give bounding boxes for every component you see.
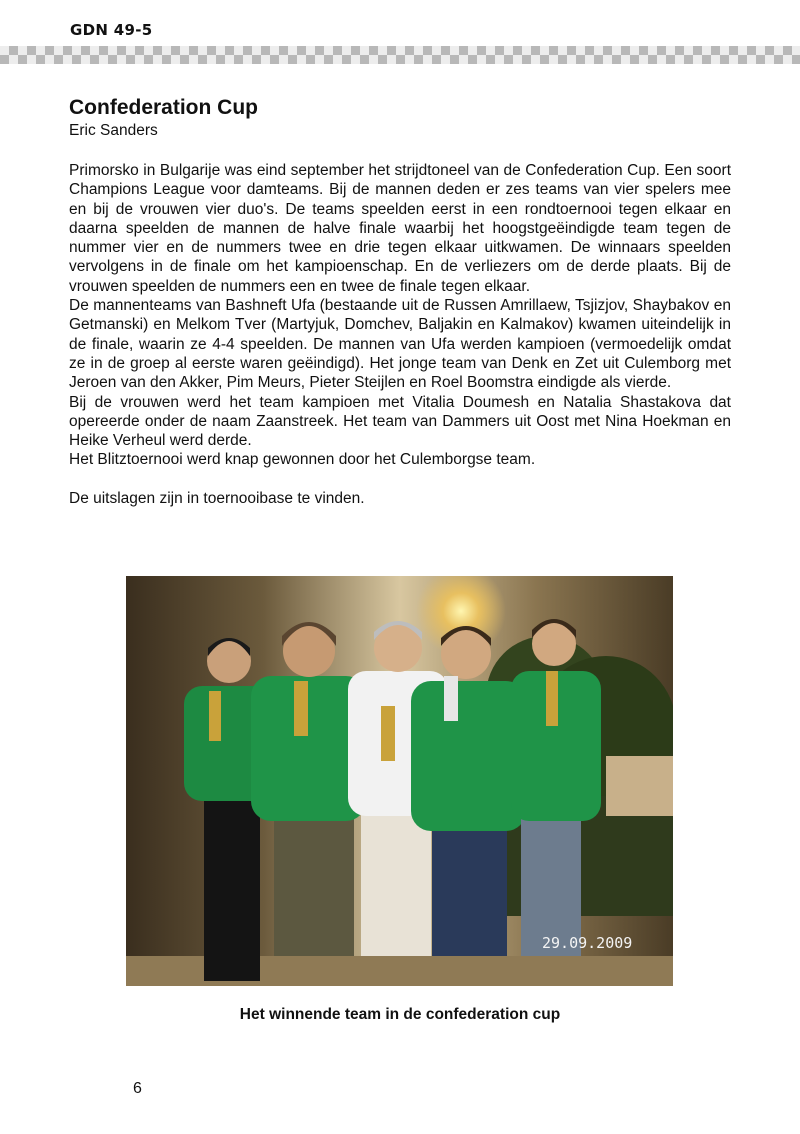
- photo-caption: Het winnende team in de confederation cup: [239, 1006, 561, 1023]
- checkered-banner: [0, 46, 800, 64]
- paragraph: De mannenteams van Bashneft Ufa (bestaande uit de Russen Amrillaew, Tsjizjov, Shaybakov en Getmanski) en Melkom Tver (Martyjuk, Domchev, Baljakin en Kalmakov) kwamen uiteindelijk in de finale, waarin ze 4-4 speelden. De mannen van Ufa werden kampioen (vermoedelijk omdat ze in de groep al eerste waren geëindigd). Het jonge team van Denk en Zet uit Culemborg met Jeroen van den Akker, Pim Meurs, Pieter Steijlen en Roel Boomstra eindigde als vierde.: [69, 297, 731, 392]
- team-photo: [126, 576, 673, 986]
- article: [69, 95, 731, 508]
- article-author: Eric Sanders: [69, 122, 158, 139]
- paragraph: Het Blitztoernooi werd knap gewonnen door het Culemborgse team.: [69, 451, 536, 469]
- paragraph: Bij de vrouwen werd het team kampioen met Vitalia Doumesh en Natalia Shastakova dat opereerde onder de naam Zaanstreek. Het team van Dammers uit Oost met Nina Hoekman en Heike Verheul werd derde.: [69, 393, 731, 450]
- photo-date-stamp: 29.09.2009: [542, 934, 633, 952]
- article-title: Confederation Cup: [69, 96, 258, 119]
- issue-label: GDN 49-5: [70, 21, 153, 39]
- page-number: 6: [133, 1080, 142, 1097]
- paragraph: Primorsko in Bulgarije was eind september het strijdtoneel van de Confederation Cup. Een soort Champions League voor damteams. Bij de mannen deden er zes teams van vier spelers mee en bij de vrouwen vier duo's. De teams speelden eerst in een rondtoernooi tegen elkaar en daarna speelden de mannen de halve finale waarbij het hoogstgeëindigde team tegen de nummer vier en de nummers twee en drie tegen elkaar uitkwamen. De winnaars speelden vervolgens in de finale om het kampioenschap. En de verliezers om de derde plaats. Bij de vrouwen speelden de nummers een en twee de finale tegen elkaar.: [69, 162, 731, 295]
- closing-paragraph: De uitslagen zijn in toernooibase te vinden.: [69, 489, 365, 507]
